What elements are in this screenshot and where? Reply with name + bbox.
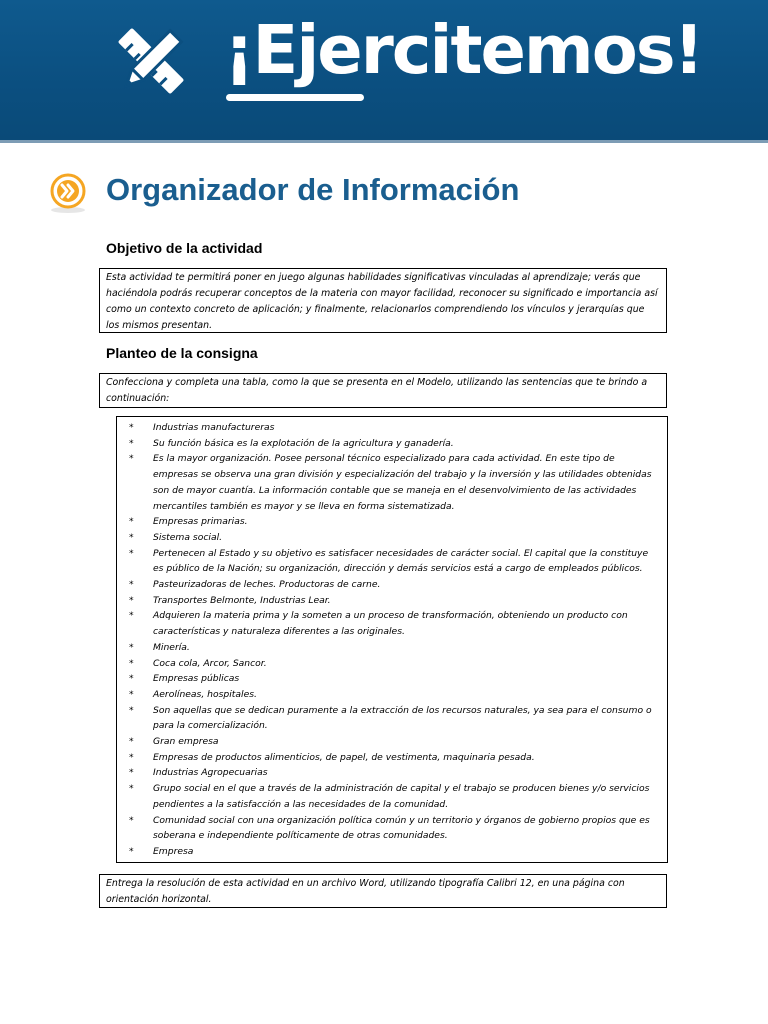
list-item: * Gran empresa — [125, 734, 661, 750]
instruction-text: Confecciona y completa una tabla, como la que se presenta en el Modelo, utilizando las sentencias que te brindo a continuación: — [106, 377, 648, 404]
list-item: * Coca cola, Arcor, Sancor. — [125, 656, 661, 672]
section-title: Organizador de Información — [106, 172, 520, 207]
banner-underline — [226, 94, 364, 101]
list-item: * Pasteurizadoras de leches. Productoras de carne. — [125, 577, 661, 593]
instruction-box — [99, 373, 667, 408]
objective-text: Esta actividad te permitirá poner en juego algunas habilidades significativas vinculadas al aprendizaje; verás que haciéndola podrás recuperar conceptos de la materia con mayor facilidad, reconocer su significado e importancia así como un contexto concreto de aplicación; y finalmente, relacionarlos comprendiendo los vínculos y jerarquías que los mismos presentan. — [106, 272, 658, 331]
list-item: * Empresa — [125, 844, 661, 860]
list-item: * Adquieren la materia prima y la someten a un proceso de transformación, obteniendo un producto con características y naturaleza diferentes a las originales. — [125, 608, 661, 639]
list-item: * Sistema social. — [125, 530, 661, 546]
sentences-box — [116, 416, 668, 863]
list-item: * Industrias manufactureras — [125, 420, 661, 436]
list-item: * Transportes Belmonte, Industrias Lear. — [125, 593, 661, 609]
list-item: * Pertenecen al Estado y su objetivo es satisfacer necesidades de carácter social. El capital que la constituye es público de la Nación; su organización, dirección y demás servicios está a cargo de empleados públicos. — [125, 546, 661, 577]
header-banner — [0, 0, 768, 143]
objective-heading: Objetivo de la actividad — [106, 240, 263, 256]
delivery-text: Entrega la resolución de esta actividad en un archivo Word, utilizando tipografía Calibri 12, en una página con orientación horizontal. — [106, 878, 625, 905]
list-item: * Empresas de productos alimenticios, de papel, de vestimenta, maquinaria pesada. — [125, 750, 661, 766]
list-item: * Empresas públicas — [125, 671, 661, 687]
list-item: * Industrias Agropecuarias — [125, 765, 661, 781]
list-item: * Aerolíneas, hospitales. — [125, 687, 661, 703]
banner-title: ¡Ejercitemos! — [224, 11, 703, 89]
list-item: * Grupo social en el que a través de la administración de capital y el trabajo se producen bienes y/o servicios pendientes a la satisfacción a las necesidades de la comunidad. — [125, 781, 661, 812]
delivery-box — [99, 874, 667, 908]
double-chevron-icon — [46, 171, 90, 215]
list-item: * Su función básica es la explotación de la agricultura y ganadería. — [125, 436, 661, 452]
task-heading: Planteo de la consigna — [106, 345, 258, 361]
list-item: * Comunidad social con una organización política común y un territorio y órganos de gobierno propios que es soberana e independiente políticamente de otras comunidades. — [125, 813, 661, 844]
list-item: * Es la mayor organización. Posee personal técnico especializado para cada actividad. En este tipo de empresas se observa una gran división y especialización del trabajo y la inversión y las utilidades obtenidas son de mayor cuantía. La información contable que se maneja en el desenvolvimiento de las actividades mercantiles también es mayor y se lleva en forma sistematizada. — [125, 451, 661, 514]
ruler-pencil-icon — [112, 22, 190, 100]
list-item: * Empresas primarias. — [125, 514, 661, 530]
sentence-list — [125, 420, 661, 860]
objective-box — [99, 268, 667, 333]
list-item: * Son aquellas que se dedican puramente a la extracción de los recursos naturales, ya sea para el consumo o para la comercialización. — [125, 703, 661, 734]
list-item: * Minería. — [125, 640, 661, 656]
